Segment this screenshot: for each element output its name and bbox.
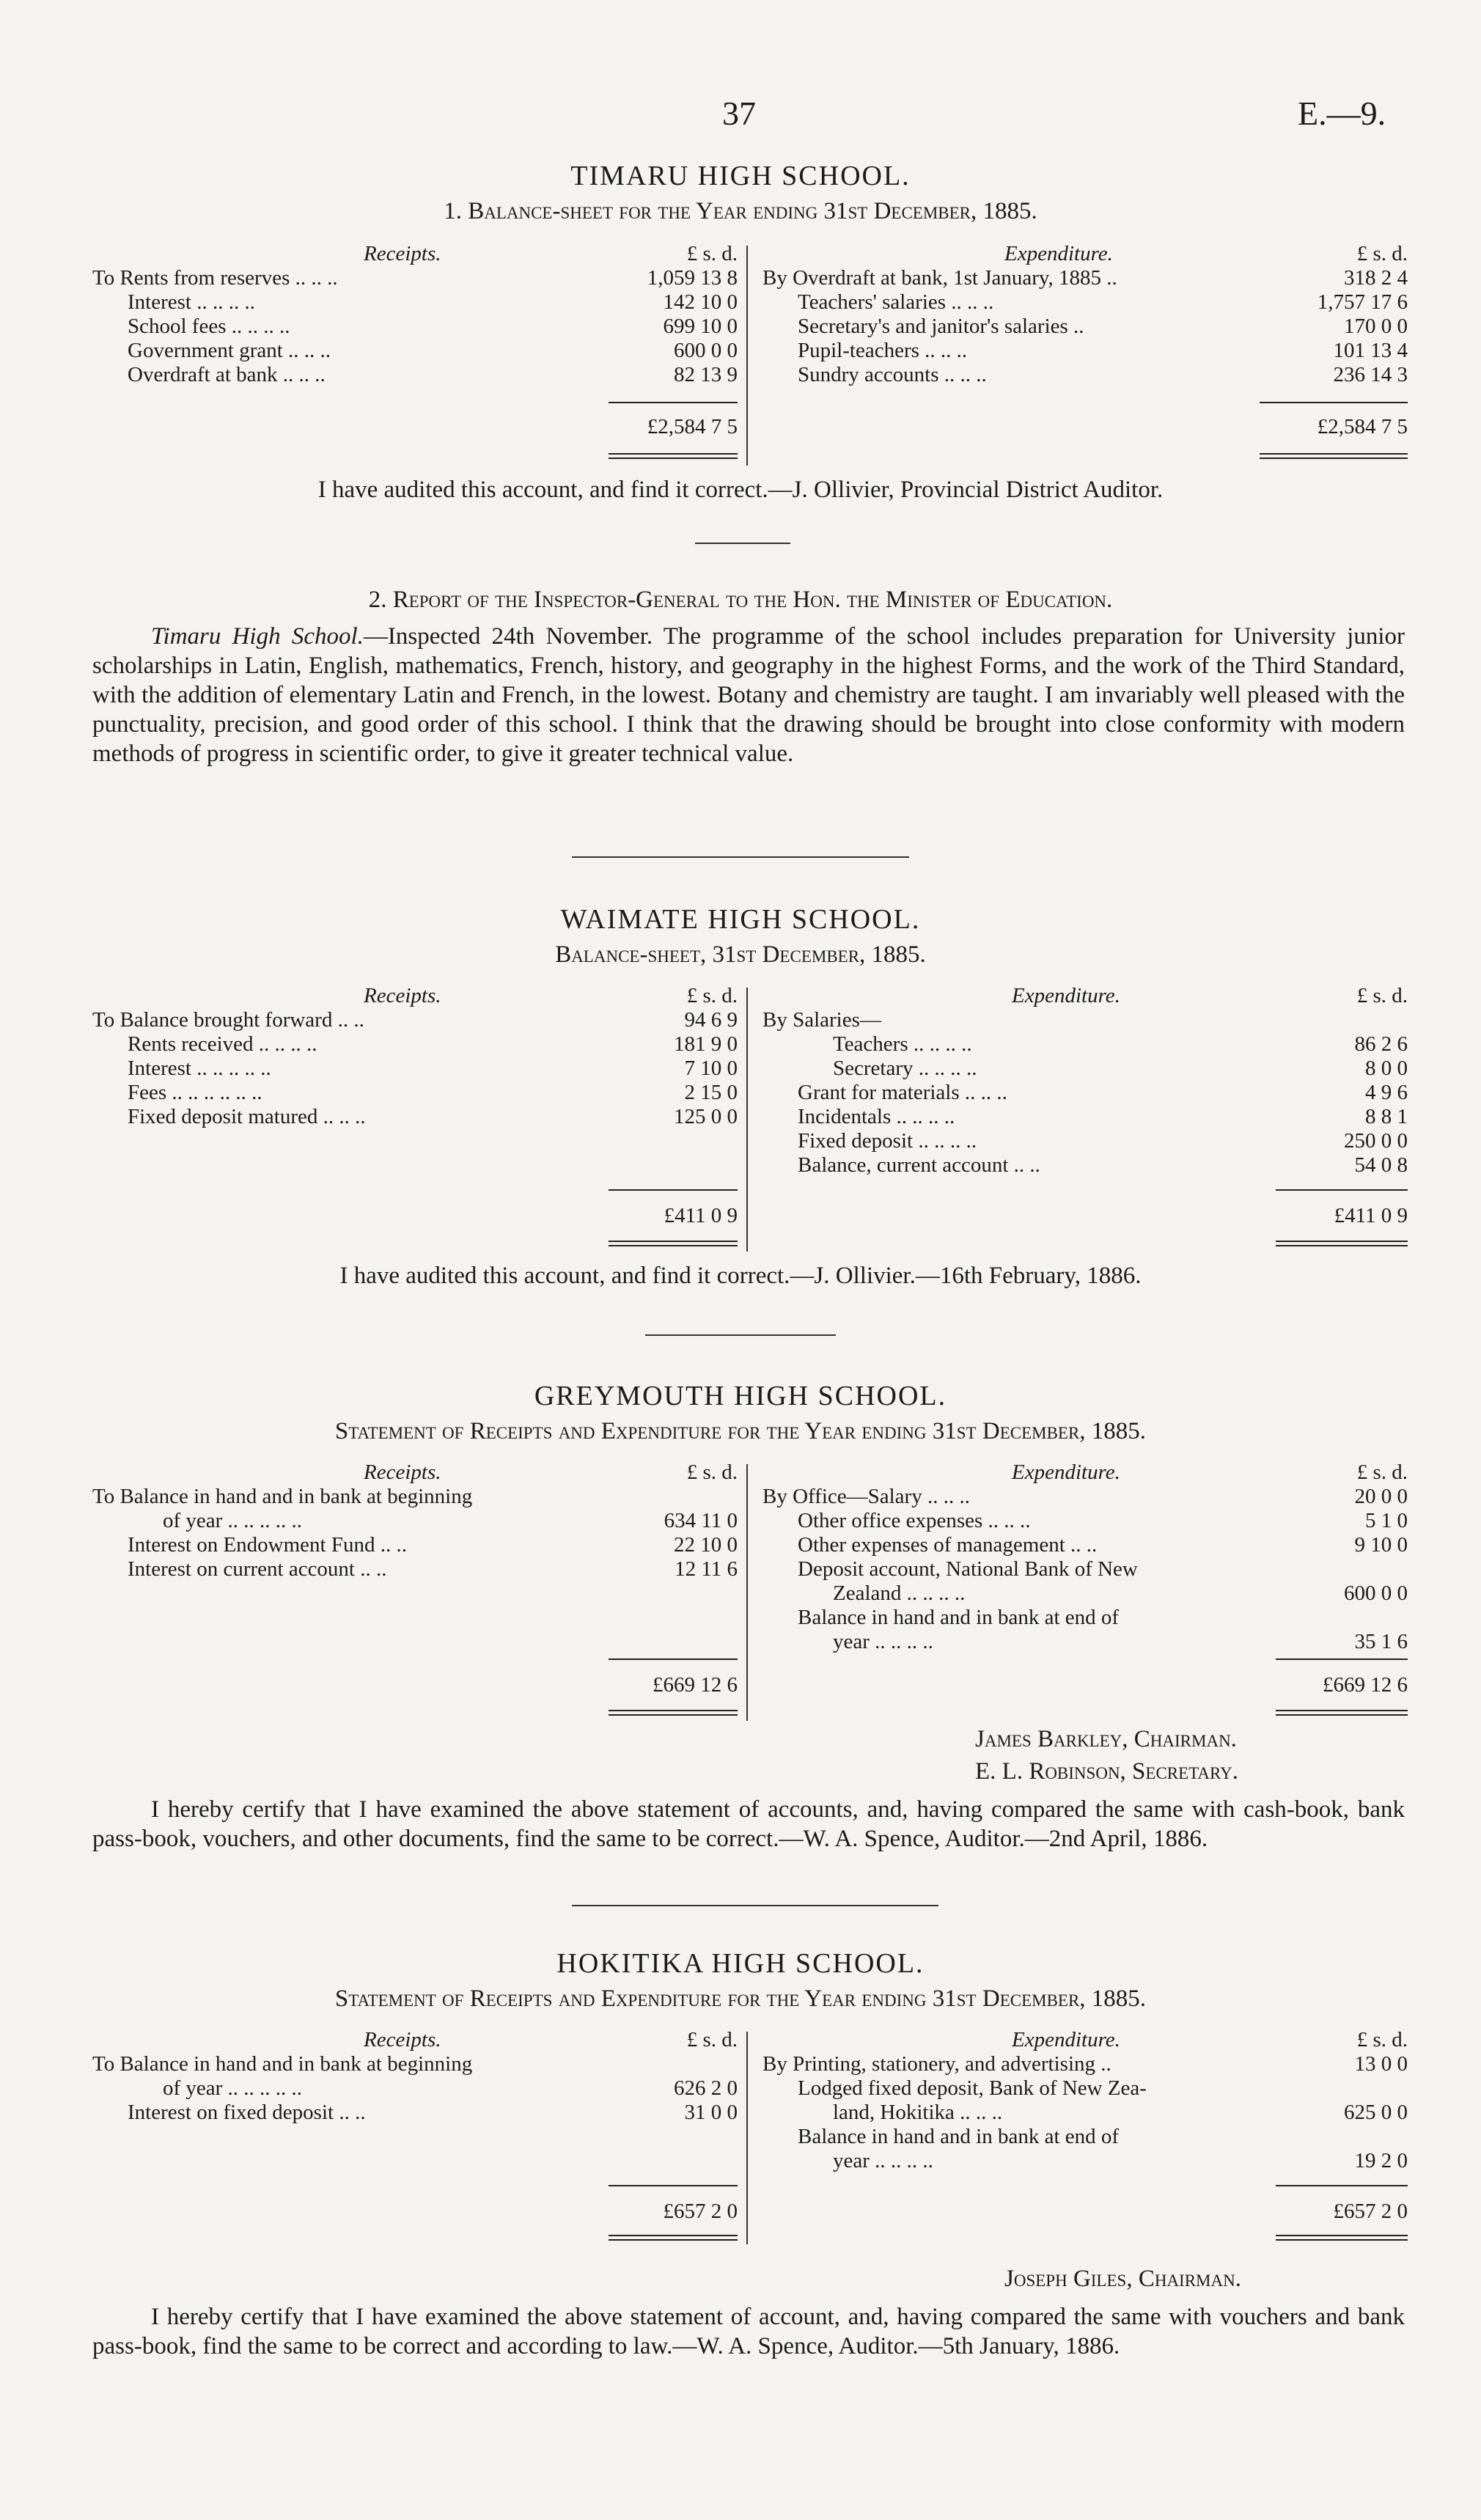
expense-amount: 8 8 1 — [1365, 1105, 1408, 1128]
section-divider — [572, 1905, 938, 1906]
receipt-label: School fees .. .. .. .. — [128, 315, 290, 338]
expense-amount: 1,757 17 6 — [1317, 290, 1408, 314]
receipts-head: Receipts. — [364, 242, 441, 265]
expense-label: Other office expenses .. .. .. — [798, 1509, 1031, 1532]
receipt-label: Interest .. .. .. .. — [128, 290, 255, 314]
expense-label: Grant for materials .. .. .. — [798, 1081, 1007, 1104]
certify-text: I hereby certify that I have examined the above statement of accounts, and, having compared the same with cash-book, bank pass-book, vouchers, and other documents, find the same to be correct.—W. A. Spence, Auditor.—2nd April, 1886. — [92, 1796, 1405, 1852]
expense-label: By Printing, stationery, and advertising .. — [762, 2052, 1111, 2076]
greymouth-total-expend — [762, 1673, 1408, 1697]
expenditure-head: Expenditure. — [1012, 984, 1120, 1007]
expense-label: Teachers .. .. .. .. — [833, 1032, 972, 1056]
receipt-amount: 82 13 9 — [674, 363, 738, 386]
expense-label: Fixed deposit .. .. .. .. — [798, 1129, 977, 1153]
receipts-head: Receipts. — [364, 984, 441, 1007]
subtotal-rule — [609, 2185, 738, 2186]
expense-label: Teachers' salaries .. .. .. — [798, 290, 994, 314]
expenditure-head: Expenditure. — [1012, 1461, 1120, 1484]
subtotal-rule — [1260, 402, 1408, 403]
total-amount: £411 0 9 — [664, 1204, 738, 1227]
waimate-subtitle: Balance-sheet, 31st December, 1885. — [555, 941, 926, 968]
lsd-head: £ s. d. — [686, 2028, 738, 2051]
receipt-label: Rents received .. .. .. .. — [128, 1032, 317, 1056]
lsd-head: £ s. d. — [1356, 242, 1408, 265]
expense-label: Balance in hand and in bank at end of — [798, 1606, 1120, 1629]
receipt-amount: 94 6 9 — [684, 1008, 738, 1032]
receipt-label: Interest on fixed deposit .. .. — [128, 2101, 366, 2124]
receipt-label: Interest on Endowment Fund .. .. — [128, 1533, 407, 1557]
receipts-head: Receipts. — [364, 1461, 441, 1484]
hokitika-receipts — [92, 2028, 738, 2125]
hokitika-certify — [92, 2302, 1405, 2361]
expenditure-head: Expenditure. — [1012, 2028, 1120, 2051]
receipt-label: To Balance in hand and in bank at beginning — [92, 1485, 473, 1508]
greymouth-receipts — [92, 1461, 738, 1582]
expenditure-head: Expenditure. — [1004, 242, 1113, 265]
hokitika-expenditure — [762, 2028, 1408, 2173]
report-title: 2. Report of the Inspector-General to the Hon. the Minister of Education. — [368, 587, 1113, 613]
receipt-label: To Balance in hand and in bank at beginning — [92, 2052, 473, 2076]
expense-amount: 250 0 0 — [1344, 1129, 1408, 1153]
expense-amount: 236 14 3 — [1333, 363, 1408, 386]
section-divider — [645, 1334, 836, 1336]
subtotal-rule — [609, 1658, 738, 1660]
hokitika-subtitle: Statement of Receipts and Expenditure for the Year ending 31st December, 1885. — [334, 1985, 1147, 2012]
receipt-amount: 125 0 0 — [674, 1105, 738, 1128]
expense-amount: 625 0 0 — [1344, 2101, 1408, 2124]
total-double-rule — [1276, 1241, 1408, 1246]
expense-label: Sundry accounts .. .. .. — [798, 363, 987, 386]
timaru-expenditure — [762, 242, 1408, 387]
receipt-amount: 181 9 0 — [674, 1032, 738, 1056]
timaru-audit — [0, 477, 1481, 504]
column-divider — [746, 1464, 748, 1721]
receipt-label: of year .. .. .. .. .. — [163, 1509, 303, 1532]
greymouth-total-receipts — [92, 1673, 738, 1697]
expense-label: By Overdraft at bank, 1st January, 1885 .. — [762, 266, 1117, 290]
receipt-label: Interest .. .. .. .. .. — [128, 1057, 271, 1080]
section-divider — [695, 543, 790, 544]
expense-label: year .. .. .. .. — [833, 1630, 933, 1653]
waimate-expenditure — [762, 984, 1408, 1178]
receipt-label: To Rents from reserves .. .. .. — [92, 266, 338, 290]
receipt-label: To Balance brought forward .. .. — [92, 1008, 364, 1032]
expense-amount: 8 0 0 — [1365, 1057, 1408, 1080]
total-double-rule — [1276, 1710, 1408, 1716]
expense-label: Secretary's and janitor's salaries .. — [798, 315, 1084, 338]
waimate-receipts — [92, 984, 738, 1129]
document-code: E.—9. — [1298, 95, 1386, 132]
subtotal-rule — [1276, 1658, 1408, 1660]
expense-label: Deposit account, National Bank of New — [798, 1557, 1138, 1581]
audit-text: I have audited this account, and find it correct.—J. Ollivier.—16th February, 1886. — [339, 1263, 1142, 1289]
receipt-amount: 1,059 13 8 — [647, 266, 738, 290]
receipt-label: Interest on current account .. .. — [128, 1557, 387, 1581]
total-amount: £669 12 6 — [1323, 1673, 1408, 1697]
subtotal-rule — [609, 1189, 738, 1191]
total-amount: £411 0 9 — [1334, 1204, 1408, 1227]
expense-amount: 13 0 0 — [1354, 2052, 1408, 2076]
greymouth-chairman: James Barkley, Chairman. — [975, 1726, 1237, 1752]
subtotal-rule — [1276, 2185, 1408, 2186]
total-double-rule — [1260, 453, 1408, 459]
receipt-label: Fixed deposit matured .. .. .. — [128, 1105, 366, 1128]
timaru-receipts — [92, 242, 738, 387]
expense-amount: 86 2 6 — [1354, 1032, 1408, 1056]
expense-amount: 101 13 4 — [1333, 339, 1408, 362]
receipt-amount: 634 11 0 — [664, 1509, 738, 1532]
report-school: Timaru High School. — [151, 623, 364, 650]
timaru-title: TIMARU HIGH SCHOOL. — [570, 161, 911, 191]
lsd-head: £ s. d. — [1356, 2028, 1408, 2051]
receipt-amount: 12 11 6 — [675, 1557, 738, 1581]
waimate-audit — [0, 1263, 1481, 1290]
expense-amount: 5 1 0 — [1365, 1509, 1408, 1532]
column-divider — [746, 2032, 748, 2244]
expense-label: Incidentals .. .. .. .. — [798, 1105, 955, 1128]
receipts-head: Receipts. — [364, 2028, 441, 2051]
hokitika-total-expend — [762, 2200, 1408, 2224]
waimate-title: WAIMATE HIGH SCHOOL. — [560, 904, 921, 935]
receipt-amount: 22 10 0 — [674, 1533, 738, 1557]
receipt-label: Overdraft at bank .. .. .. — [128, 363, 326, 386]
total-double-rule — [609, 1710, 738, 1716]
waimate-total-expend — [762, 1204, 1408, 1228]
expense-label: Secretary .. .. .. .. — [833, 1057, 977, 1080]
expense-amount: 4 9 6 — [1365, 1081, 1408, 1104]
expense-label: By Office—Salary .. .. .. — [762, 1485, 970, 1508]
greymouth-certify — [92, 1795, 1405, 1854]
total-amount: £2,584 7 5 — [647, 415, 738, 438]
column-divider — [746, 988, 748, 1252]
report-paragraph — [92, 622, 1405, 768]
expense-label: year .. .. .. .. — [833, 2149, 933, 2172]
lsd-head: £ s. d. — [1356, 1461, 1408, 1484]
expense-label: Pupil-teachers .. .. .. — [798, 339, 968, 362]
expense-amount: 600 0 0 — [1344, 1582, 1408, 1605]
receipt-label: of year .. .. .. .. .. — [163, 2076, 303, 2100]
expense-amount: 20 0 0 — [1354, 1485, 1408, 1508]
greymouth-secretary: E. L. Robinson, Secretary. — [975, 1758, 1238, 1785]
total-amount: £657 2 0 — [663, 2200, 738, 2223]
lsd-head: £ s. d. — [686, 1461, 738, 1484]
expense-amount: 35 1 6 — [1354, 1630, 1408, 1653]
timaru-total-receipts — [92, 415, 738, 439]
lsd-head: £ s. d. — [686, 984, 738, 1007]
subtotal-rule — [609, 402, 738, 403]
expense-label: Other expenses of management .. .. — [798, 1533, 1098, 1557]
total-amount: £669 12 6 — [653, 1673, 738, 1697]
waimate-total-receipts — [92, 1204, 738, 1228]
receipt-label: Fees .. .. .. .. .. .. — [128, 1081, 262, 1104]
expense-label: Balance, current account .. .. — [798, 1153, 1040, 1177]
hokitika-chairman: Joseph Giles, Chairman. — [1004, 2266, 1241, 2292]
report-text: —Inspected 24th November. The programme of the school includes preparation for University junior scholarships in Latin, English, mathematics, French, history, and geography in the highest Forms, and the work of the Third Standard, with the addition of elementary Latin and French, in the lowest. Botany and chemistry are taught. I am invariably well pleased with the punctuality, precision, and good order of this school. I think that the drawing should be brought into close conformity with modern methods of progress in scientific order, to give it greater technical value. — [92, 623, 1405, 767]
expense-amount: 9 10 0 — [1354, 1533, 1408, 1557]
expense-amount: 19 2 0 — [1354, 2149, 1408, 2172]
certify-text: I hereby certify that I have examined the above statement of account, and, having compared the same with vouchers and bank pass-book, find the same to be correct and according to law.—W. A. Spence, Auditor.—5th January, 1886. — [92, 2304, 1405, 2359]
total-amount: £657 2 0 — [1333, 2200, 1408, 2223]
section-divider — [572, 856, 909, 858]
receipt-label: Government grant .. .. .. — [128, 339, 331, 362]
greymouth-subtitle: Statement of Receipts and Expenditure for the Year ending 31st December, 1885. — [334, 1418, 1147, 1444]
column-divider — [746, 246, 748, 466]
lsd-head: £ s. d. — [686, 242, 738, 265]
receipt-amount: 31 0 0 — [684, 2101, 738, 2124]
total-double-rule — [609, 1241, 738, 1246]
greymouth-expenditure — [762, 1461, 1408, 1654]
page-number: 37 — [722, 95, 756, 132]
expense-label: Balance in hand and in bank at end of — [798, 2125, 1120, 2148]
expense-label: land, Hokitika .. .. .. — [833, 2101, 1003, 2124]
receipt-amount: 699 10 0 — [663, 315, 738, 338]
total-amount: £2,584 7 5 — [1317, 415, 1408, 438]
receipt-amount: 142 10 0 — [663, 290, 738, 314]
expense-amount: 318 2 4 — [1344, 266, 1408, 290]
total-double-rule — [609, 453, 738, 459]
hokitika-total-receipts — [92, 2200, 738, 2224]
expense-amount: 170 0 0 — [1344, 315, 1408, 338]
lsd-head: £ s. d. — [1356, 984, 1408, 1007]
expense-label: By Salaries— — [762, 1008, 881, 1032]
total-double-rule — [609, 2235, 738, 2241]
timaru-total-expend — [762, 415, 1408, 439]
expense-label: Zealand .. .. .. .. — [833, 1582, 966, 1605]
receipt-amount: 626 2 0 — [674, 2076, 738, 2100]
receipt-amount: 600 0 0 — [674, 339, 738, 362]
total-double-rule — [1276, 2235, 1408, 2241]
expense-label: Lodged fixed deposit, Bank of New Zea- — [798, 2076, 1147, 2100]
hokitika-title: HOKITIKA HIGH SCHOOL. — [556, 1948, 925, 1979]
expense-amount: 54 0 8 — [1354, 1153, 1408, 1177]
subtotal-rule — [1276, 1189, 1408, 1191]
timaru-subtitle: 1. Balance-sheet for the Year ending 31st December, 1885. — [444, 198, 1037, 224]
greymouth-title: GREYMOUTH HIGH SCHOOL. — [534, 1381, 947, 1411]
receipt-amount: 7 10 0 — [684, 1057, 738, 1080]
receipt-amount: 2 15 0 — [684, 1081, 738, 1104]
audit-text: I have audited this account, and find it correct.—J. Ollivier, Provincial District Auditor. — [317, 477, 1164, 503]
